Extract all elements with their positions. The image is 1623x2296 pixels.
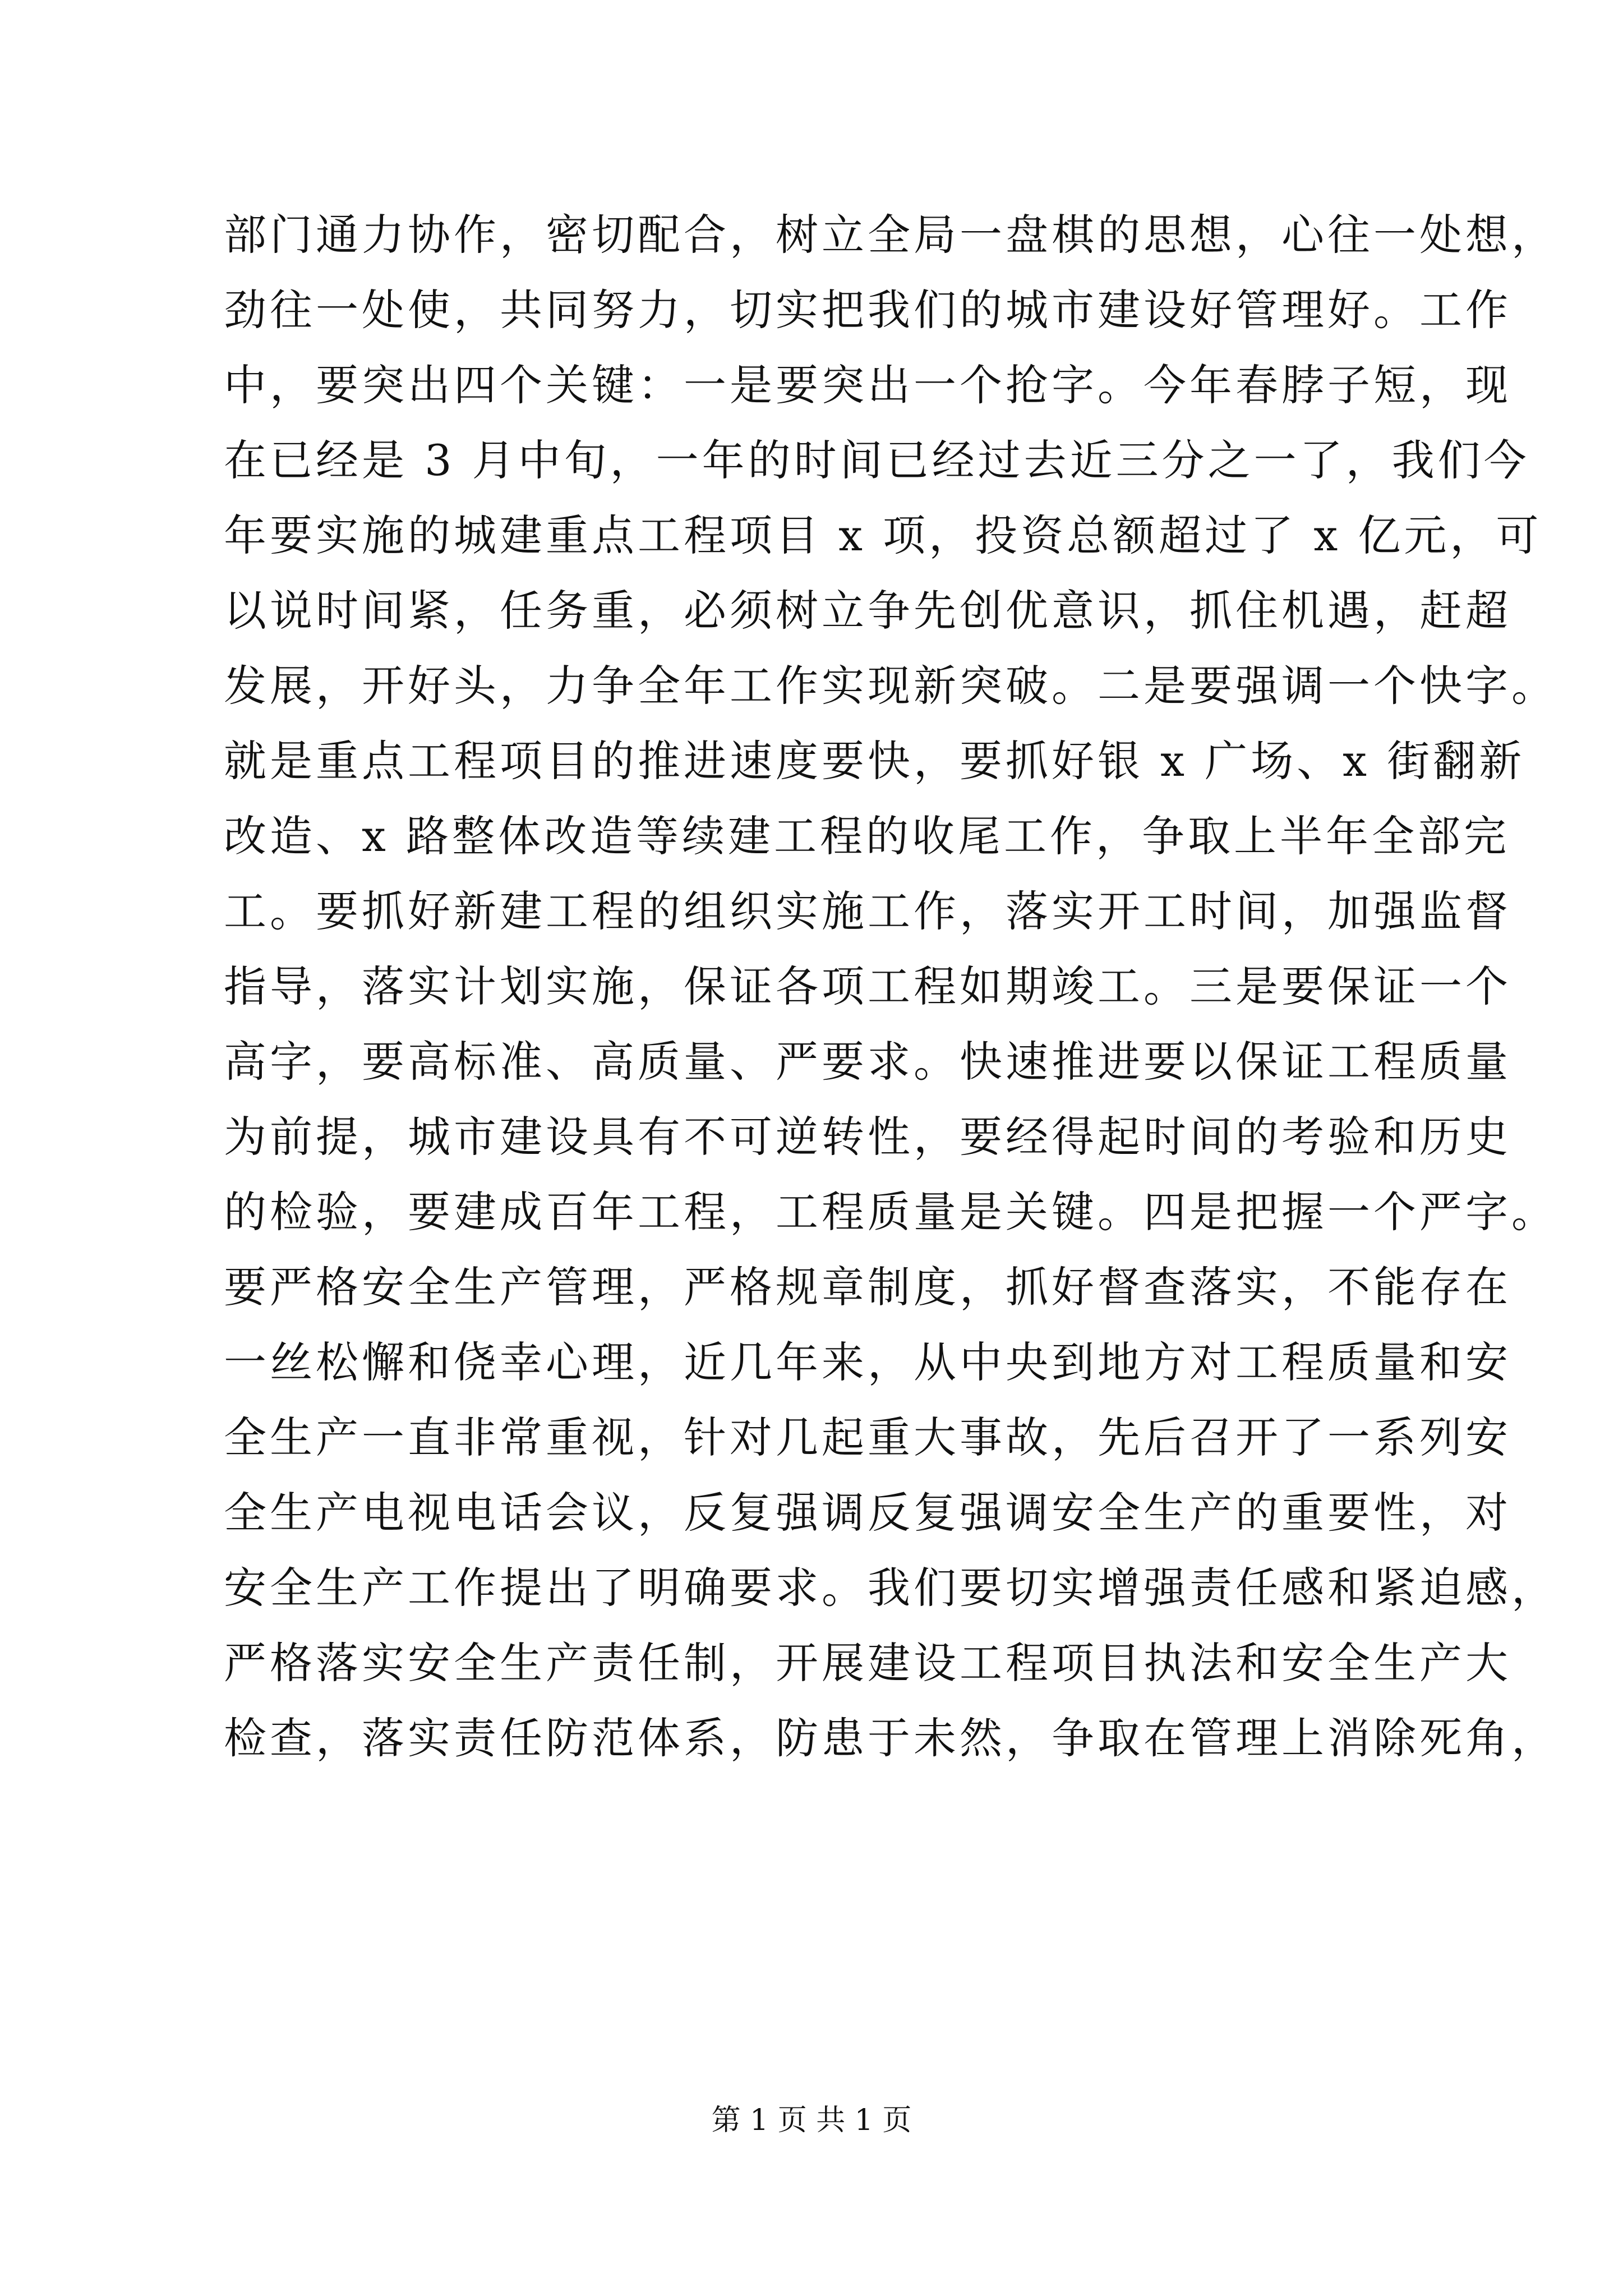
- text-line: 为前提，城市建设具有不可逆转性，要经得起时间的考验和历史: [224, 1112, 1511, 1162]
- text-line: 全生产电视电话会议，反复强调反复强调安全生产的重要性，对: [224, 1488, 1511, 1538]
- text-line: 检查，落实责任防范体系，防患于未然，争取在管理上消除死角，: [224, 1713, 1557, 1763]
- text-line: 指导，落实计划实施，保证各项工程如期竣工。三是要保证一个: [224, 961, 1511, 1011]
- text-line: 全生产一直非常重视，针对几起重大事故，先后召开了一系列安: [224, 1412, 1511, 1462]
- body-text: [224, 197, 1557, 1776]
- text-line: 的检验，要建成百年工程，工程质量是关键。四是把握一个严字。: [224, 1187, 1557, 1237]
- text-line: 严格落实安全生产责任制，开展建设工程项目执法和安全生产大: [224, 1638, 1511, 1688]
- text-line: 就是重点工程项目的推进速度要快，要抓好银 x 广场、x 街翻新: [224, 736, 1525, 786]
- text-line: 发展，开好头，力争全年工作实现新突破。二是要强调一个快字。: [224, 661, 1557, 711]
- page-number-footer: 第 1 页 共 1 页: [711, 2104, 912, 2137]
- text-line: 工。要抓好新建工程的组织实施工作，落实开工时间，加强监督: [224, 886, 1511, 936]
- text-line: 在已经是 3 月中旬，一年的时间已经过去近三分之一了，我们今: [224, 435, 1530, 485]
- text-line: 部门通力协作，密切配合，树立全局一盘棋的思想，心往一处想，: [224, 210, 1557, 260]
- text-line: 年要实施的城建重点工程项目 x 项，投资总额超过了 x 亿元，可: [224, 510, 1542, 560]
- text-line: 中，要突出四个关键：一是要突出一个抢字。今年春脖子短，现: [224, 360, 1511, 410]
- text-line: 安全生产工作提出了明确要求。我们要切实增强责任感和紧迫感，: [224, 1563, 1557, 1613]
- text-line: 劲往一处使，共同努力，切实把我们的城市建设好管理好。工作: [224, 285, 1511, 335]
- text-line: 一丝松懈和侥幸心理，近几年来，从中央到地方对工程质量和安: [224, 1337, 1511, 1387]
- text-line: 要严格安全生产管理，严格规章制度，抓好督查落实，不能存在: [224, 1262, 1511, 1312]
- text-line: 高字，要高标准、高质量、严要求。快速推进要以保证工程质量: [224, 1037, 1511, 1087]
- text-line: 改造、x 路整体改造等续建工程的收尾工作，争取上半年全部完: [224, 811, 1510, 861]
- text-line: 以说时间紧，任务重，必须树立争先创优意识，抓住机遇，赶超: [224, 586, 1511, 636]
